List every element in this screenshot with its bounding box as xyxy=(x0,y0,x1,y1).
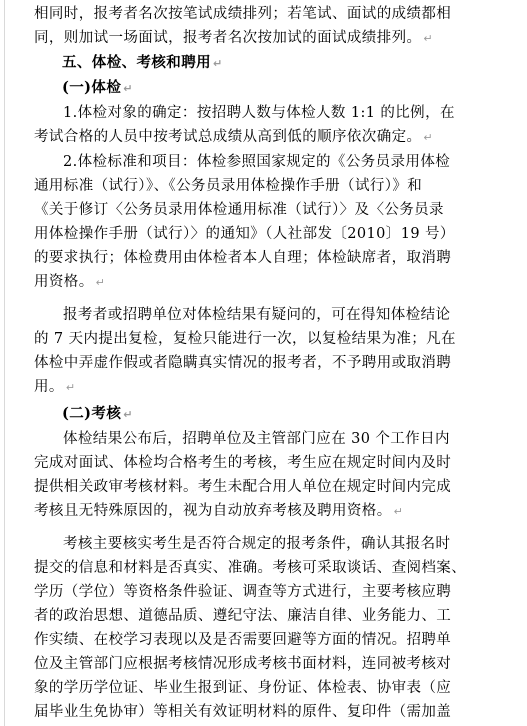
text-line: 位及主管部门应根据考核情况形成考核书面材料，连同被考核对 xyxy=(34,656,452,672)
text-line: 用体检操作手册（试行）〉的通知》（人社部发〔2010〕19 号） xyxy=(34,226,455,242)
text-line: 通用标准（试行）》、《公务员录用体检操作手册（试行）》和 xyxy=(34,178,423,194)
text-line: 者的政治思想、道德品质、遵纪守法、廉洁自律、业务能力、工 xyxy=(34,608,452,624)
text-line: 用资格。 ↵ xyxy=(34,274,106,290)
text-line: 1.体检对象的确定：按招聘人数与体检人数 1:1 的比例，在 xyxy=(63,105,455,121)
text-line: 体检中弄虚作假或者隐瞒真实情况的报考者，不予聘用或取消聘 xyxy=(34,355,452,371)
text-line: 考核且无特殊原因的，视为自动放弃考核及聘用资格。 ↵ xyxy=(34,503,404,519)
text-line: 的要求执行；体检费用由体检者本人自理；体检缺席者，取消聘 xyxy=(34,250,452,266)
page-margin-rule xyxy=(4,0,5,726)
paragraph-gap xyxy=(34,524,503,532)
text-line: 提交的信息和材料是否真实、准确。考核可采取谈话、查阅档案、 xyxy=(34,560,467,576)
text-line: 考核主要核实考生是否符合规定的报考条件，确认其报名时 xyxy=(63,536,451,552)
text-line: 《关于修订〈公务员录用体检通用标准（试行）〉及〈公务员录 xyxy=(34,202,444,218)
paragraph-mark-icon: ↵ xyxy=(423,131,434,144)
text-line: 用。 ↵ xyxy=(34,379,76,395)
paragraph-mark-icon: ↵ xyxy=(123,408,133,421)
paragraph-mark-icon: ↵ xyxy=(423,32,434,45)
text-line: 2.体检标准和项目：体检参照国家规定的《公务员录用体检 xyxy=(63,154,451,170)
text-line: 相同时，报考者名次按笔试成绩排列；若笔试、面试的成绩都相 xyxy=(34,6,452,22)
paragraph-mark-icon: ↵ xyxy=(123,82,133,95)
text-line: 提供相关政审考核材料。考生未配合用人单位在规定时间内完成 xyxy=(34,479,452,495)
text-line: 体检结果公布后，招聘单位及主管部门应在 30 个工作日内 xyxy=(63,431,450,447)
text-line: 学历（学位）等资格条件验证、调查等方式进行，主要考核应聘 xyxy=(34,584,452,600)
subsection-heading: (一)体检 ↵ xyxy=(62,79,133,96)
text-line: 的 7 天内提出复检，复检只能进行一次，以复检结果为准；凡在 xyxy=(34,331,456,347)
section-heading: 五、体检、考核和聘用 ↵ xyxy=(62,54,223,71)
text-line: 考试合格的人员中按考试总成绩从高到低的顺序依次确定。 ↵ xyxy=(34,129,434,145)
text-line: 届毕业生免协审）等相关有效证明材料的原件、复印件（需加盖 xyxy=(34,704,452,720)
paragraph-gap xyxy=(34,295,503,303)
text-line: 作实绩、在校学习表现以及是否需要回避等方面的情况。招聘单 xyxy=(34,632,452,648)
subsection-heading: (二)考核 ↵ xyxy=(62,405,133,422)
text-line: 象的学历学位证、毕业生报到证、身份证、体检表、协审表（应 xyxy=(34,680,452,696)
text-line: 完成对面试、体检均合格考生的考核，考生应在规定时间内及时 xyxy=(34,455,452,471)
text-line: 同，则加试一场面试，报考者名次按加试的面试成绩排列。 ↵ xyxy=(34,30,434,46)
paragraph-mark-icon: ↵ xyxy=(95,276,106,289)
paragraph-mark-icon: ↵ xyxy=(65,381,76,394)
paragraph-mark-icon: ↵ xyxy=(393,505,404,518)
paragraph-mark-icon: ↵ xyxy=(213,57,223,70)
text-line: 报考者或招聘单位对体检结果有疑问的，可在得知体检结论 xyxy=(63,307,451,323)
